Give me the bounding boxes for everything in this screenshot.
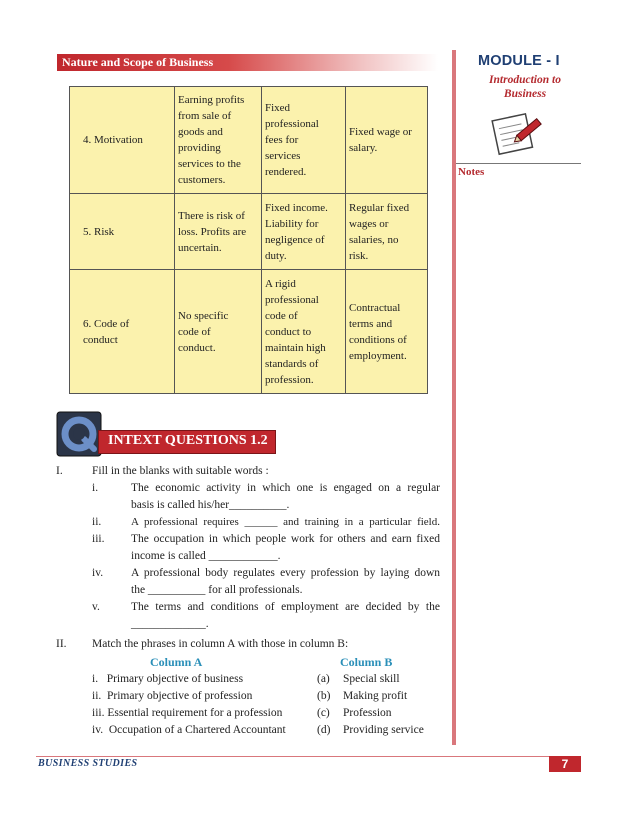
page-number: 7 <box>549 756 581 772</box>
section-numeral: I. <box>56 465 63 477</box>
section-intro: Fill in the blanks with suitable words : <box>92 465 269 477</box>
column-a-heading: Column A <box>150 655 203 669</box>
table-cell-aspect: 4. Motivation <box>70 87 175 194</box>
module-subtitle-line2: Business <box>503 88 547 100</box>
table-cell-business: No specific code of conduct. <box>175 270 262 394</box>
table-cell-profession: Fixed income. Liability for negligence of duty. <box>262 194 346 270</box>
section-numeral: II. <box>56 638 67 650</box>
question-number: iv. <box>92 567 104 579</box>
table-cell-profession: Fixed professional fees for services rendered. <box>262 87 346 194</box>
table-cell-aspect: 6. Code of conduct <box>70 270 175 394</box>
footer-book-title: BUSINESS STUDIES <box>38 758 138 769</box>
comparison-table <box>69 86 428 394</box>
notepad-pen-icon <box>487 108 547 156</box>
column-b-item: Special skill <box>343 673 400 685</box>
table-cell-business: There is risk of loss. Profits are uncertain. <box>175 194 262 270</box>
question-text: _____________. <box>131 618 209 630</box>
table-cell-employment: Regular fixed wages or salaries, no risk. <box>346 194 428 270</box>
question-text: The terms and conditions of employment are decided by the <box>131 601 440 613</box>
module-title: MODULE - I <box>478 53 560 69</box>
table-row <box>70 194 428 270</box>
table-row <box>70 270 428 394</box>
question-text: A professional requires ______ and training in a particular field. <box>131 516 440 528</box>
notes-divider <box>456 163 581 164</box>
column-b-label: (c) <box>317 707 330 719</box>
column-b-item: Profession <box>343 707 392 719</box>
column-a-item: i. Primary objective of business <box>92 673 244 685</box>
question-text: basis is called his/her__________. <box>131 499 290 511</box>
table-row <box>70 87 428 194</box>
question-text: income is called ____________. <box>131 550 281 562</box>
question-badge-icon <box>56 411 102 457</box>
notes-label: Notes <box>458 166 485 178</box>
column-a-item: ii. Primary objective of profession <box>92 690 253 702</box>
question-number: v. <box>92 601 100 613</box>
question-number: iii. <box>92 533 105 545</box>
question-text: The economic activity in which one is engaged on a regular <box>131 482 440 494</box>
question-number: i. <box>92 482 99 494</box>
column-b-label: (d) <box>317 724 331 736</box>
section-intro: Match the phrases in column A with those in column B: <box>92 638 349 650</box>
question-number: ii. <box>92 516 102 528</box>
column-b-label: (b) <box>317 690 331 702</box>
question-text: The occupation in which people work for others and earn fixed <box>131 533 440 545</box>
page-header-title: Nature and Scope of Business <box>62 55 214 69</box>
column-a-item: iii. Essential requirement for a profession <box>92 707 283 719</box>
question-text: A professional body regulates every profession by laying down <box>131 567 440 579</box>
column-b-heading: Column B <box>340 655 393 669</box>
module-subtitle <box>470 73 580 101</box>
column-b-item: Making profit <box>343 690 408 702</box>
column-b-item: Providing service <box>343 724 424 736</box>
column-a-item: iv. Occupation of a Chartered Accountant <box>92 724 286 736</box>
table-cell-employment: Contractual terms and conditions of employment. <box>346 270 428 394</box>
table-cell-profession: A rigid professional code of conduct to maintain high standards of profession. <box>262 270 346 394</box>
margin-rule <box>452 50 456 745</box>
table-cell-business: Earning profits from sale of goods and providing services to the customers. <box>175 87 262 194</box>
intext-questions-title: INTEXT QUESTIONS 1.2 <box>108 433 268 448</box>
module-subtitle-line1: Introduction to <box>489 74 561 86</box>
table-cell-employment: Fixed wage or salary. <box>346 87 428 194</box>
column-b-label: (a) <box>317 673 330 685</box>
footer-rule <box>36 756 581 757</box>
question-text: the __________ for all professionals. <box>131 584 303 596</box>
table-cell-aspect: 5. Risk <box>70 194 175 270</box>
